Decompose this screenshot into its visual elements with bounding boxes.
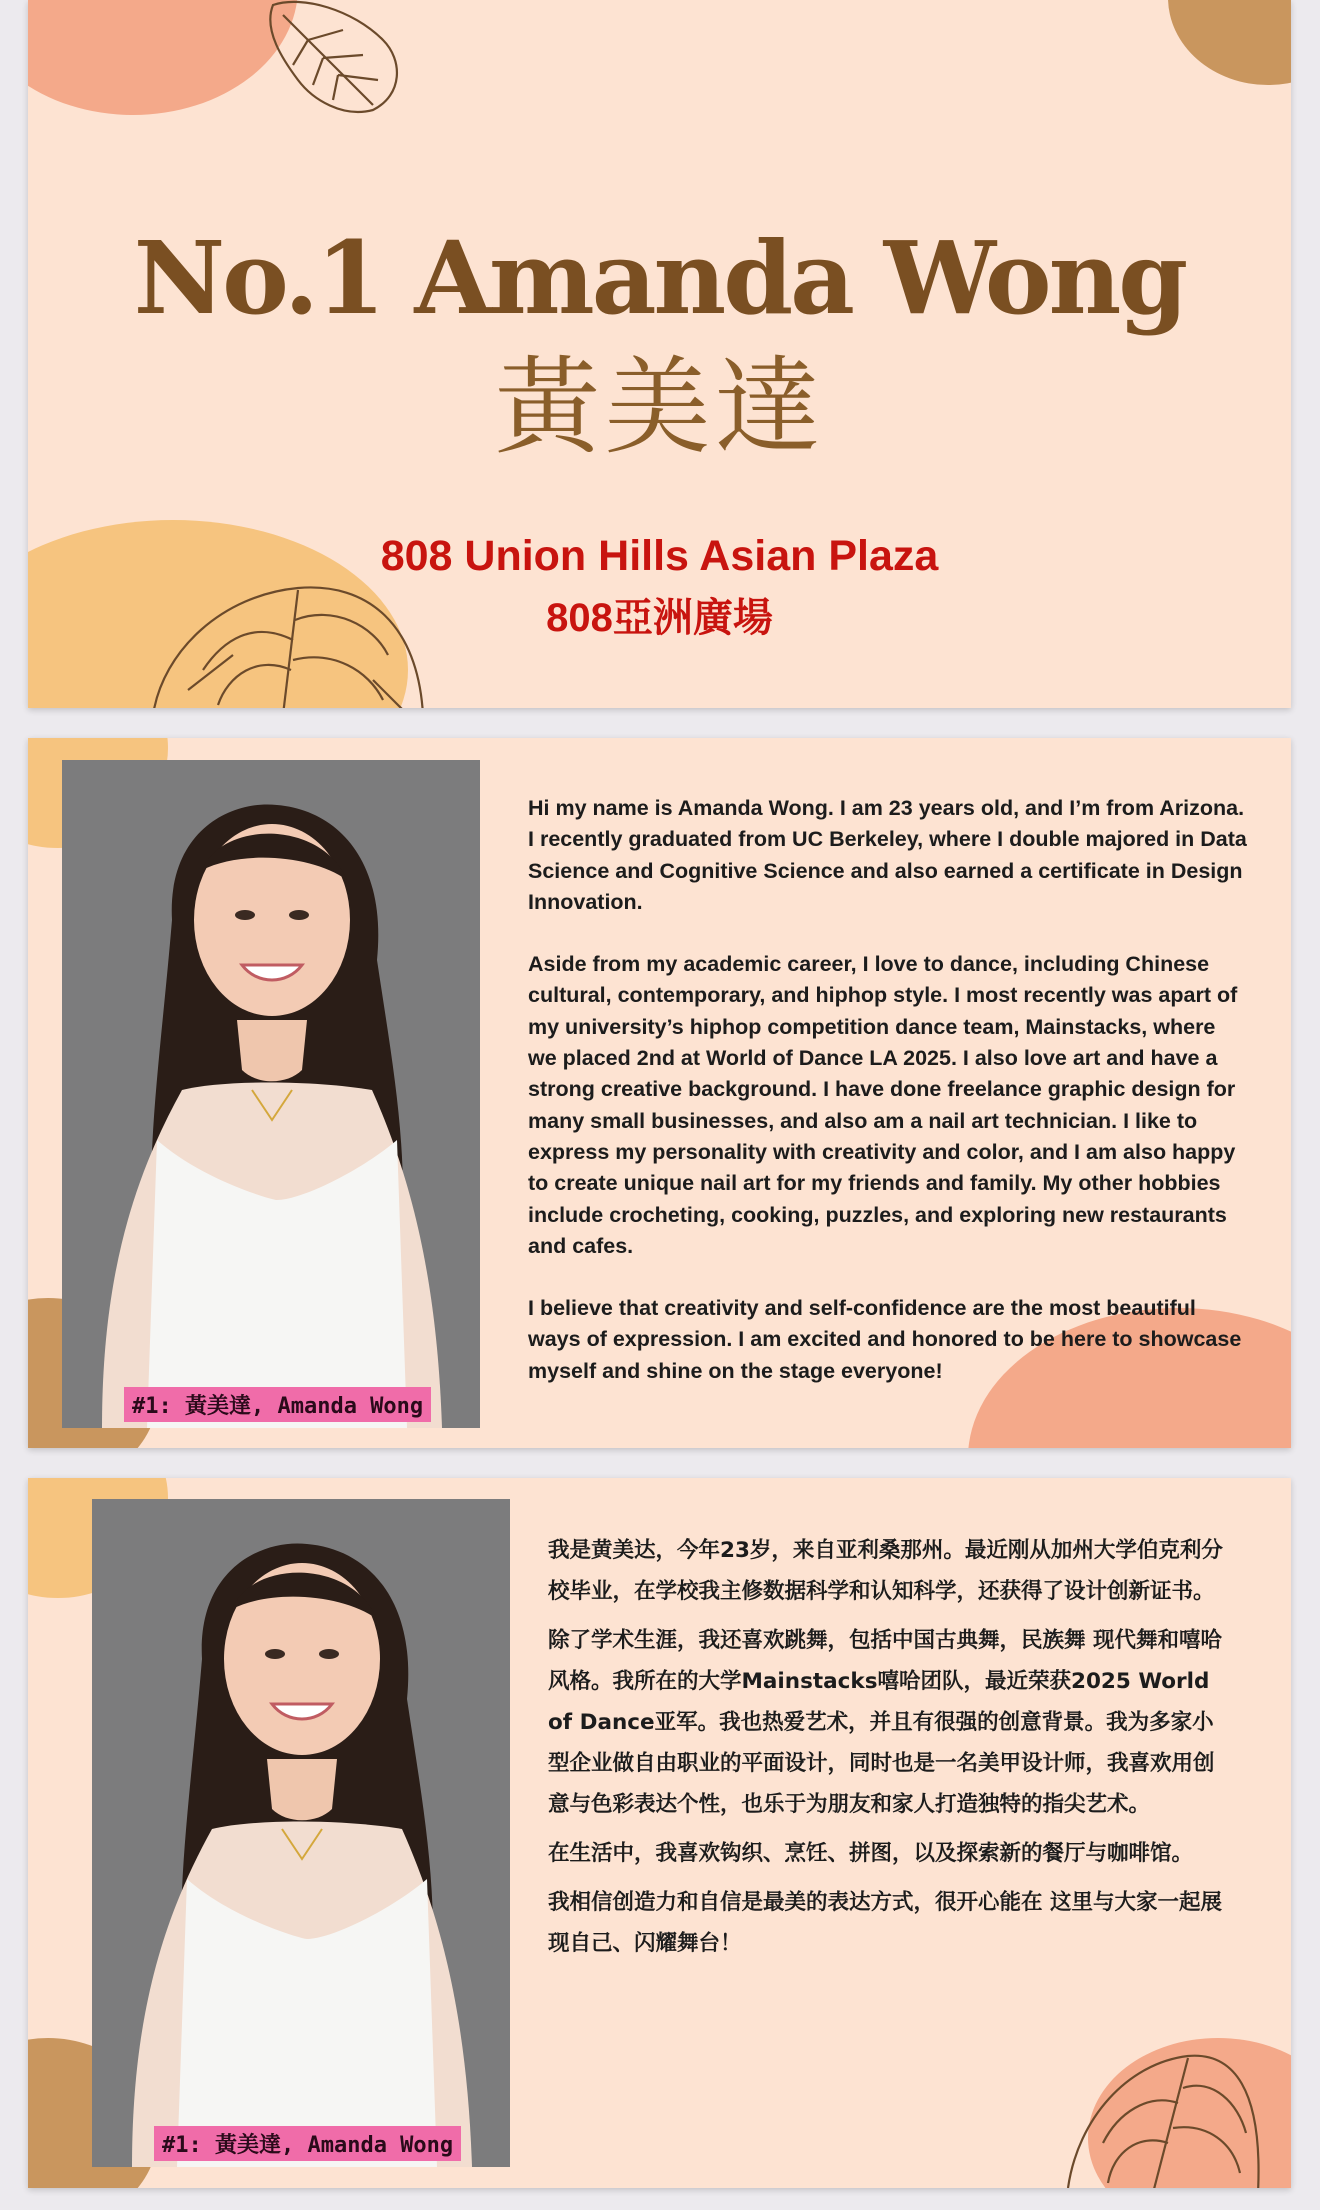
portrait-photo [92,1499,510,2167]
portrait-illustration [62,760,480,1428]
bio-paragraph: 我相信创造力和自信是最美的表达方式，很开心能在 这里与大家一起展现自己、闪耀舞台！ [548,1890,1222,1956]
bio-paragraph: 除了学术生涯，我还喜欢跳舞，包括中国古典舞，民族舞 现代舞和嘻哈风格。我所在的大学Mainstacks嘻哈团队，最近荣获2025 World of Dance亚军。我也热爱艺术，并且有很强的创意背景。我为多家小型企业做自由职业的平面设计，同时也是一名美甲设计师，我喜欢用创意与色彩表达个性，也乐于为朋友和家人打造独特的指尖艺术。 [548,1628,1222,1817]
leaf-icon [213,0,433,120]
monstera-leaf-icon [1058,2048,1268,2188]
bio-chinese [548,1530,1228,1972]
bio-paragraph: 我是黄美达，今年23岁，来自亚利桑那州。最近刚从加州大学伯克利分校毕业，在学校我主修数据科学和认知科学，还获得了设计创新证书。 [548,1538,1223,1604]
page-title-chinese: 黃美達 [494,346,825,469]
page-title: No.1 Amanda Wong [133,219,1186,337]
bio-paragraph: Aside from my academic career, I love to dance, including Chinese cultural, contemporary, and hiphop style. I most recently was apart of my university’s hiphop competition dance team, Mainstacks, where we placed 2nd at World of Dance LA 2025. I also love art and have a strong creative background. I have done freelance graphic design for many small businesses, and also am a nail art technician. I like to express my personality with creativity and color, and I am also happy to create unique nail art for my friends and family. My other hobbies include crocheting, cooking, puzzles, and exploring new restaurants and cafes. [528,952,1238,1258]
chinese-bio-slide [28,1478,1291,2188]
venue-name: 808 Union Hills Asian Plaza [380,532,939,580]
portrait-photo [62,760,480,1428]
english-bio-slide [28,738,1291,1448]
photo-caption: #1: 黃美達, Amanda Wong [154,2126,461,2161]
bio-paragraph: Hi my name is Amanda Wong. I am 23 years old, and I’m from Arizona. I recently graduated from UC Berkeley, where I double majored in Data Science and Cognitive Science and also earned a certificate in Design Innovation. [528,796,1247,914]
bio-paragraph: I believe that creativity and self-confidence are the most beautiful ways of expression. I am excited and honored to be here to showcase myself and shine on the stage everyone! [528,1296,1242,1383]
tan-blob-decoration [1168,0,1291,85]
title-slide [28,0,1291,708]
bio-paragraph: 在生活中，我喜欢钩织、烹饪、拼图，以及探索新的餐厅与咖啡馆。 [548,1841,1194,1866]
venue-name-chinese: 808亞洲廣場 [546,596,773,640]
photo-caption: #1: 黃美達, Amanda Wong [124,1387,431,1422]
bio-english [528,793,1248,1418]
portrait-illustration [92,1499,510,2167]
